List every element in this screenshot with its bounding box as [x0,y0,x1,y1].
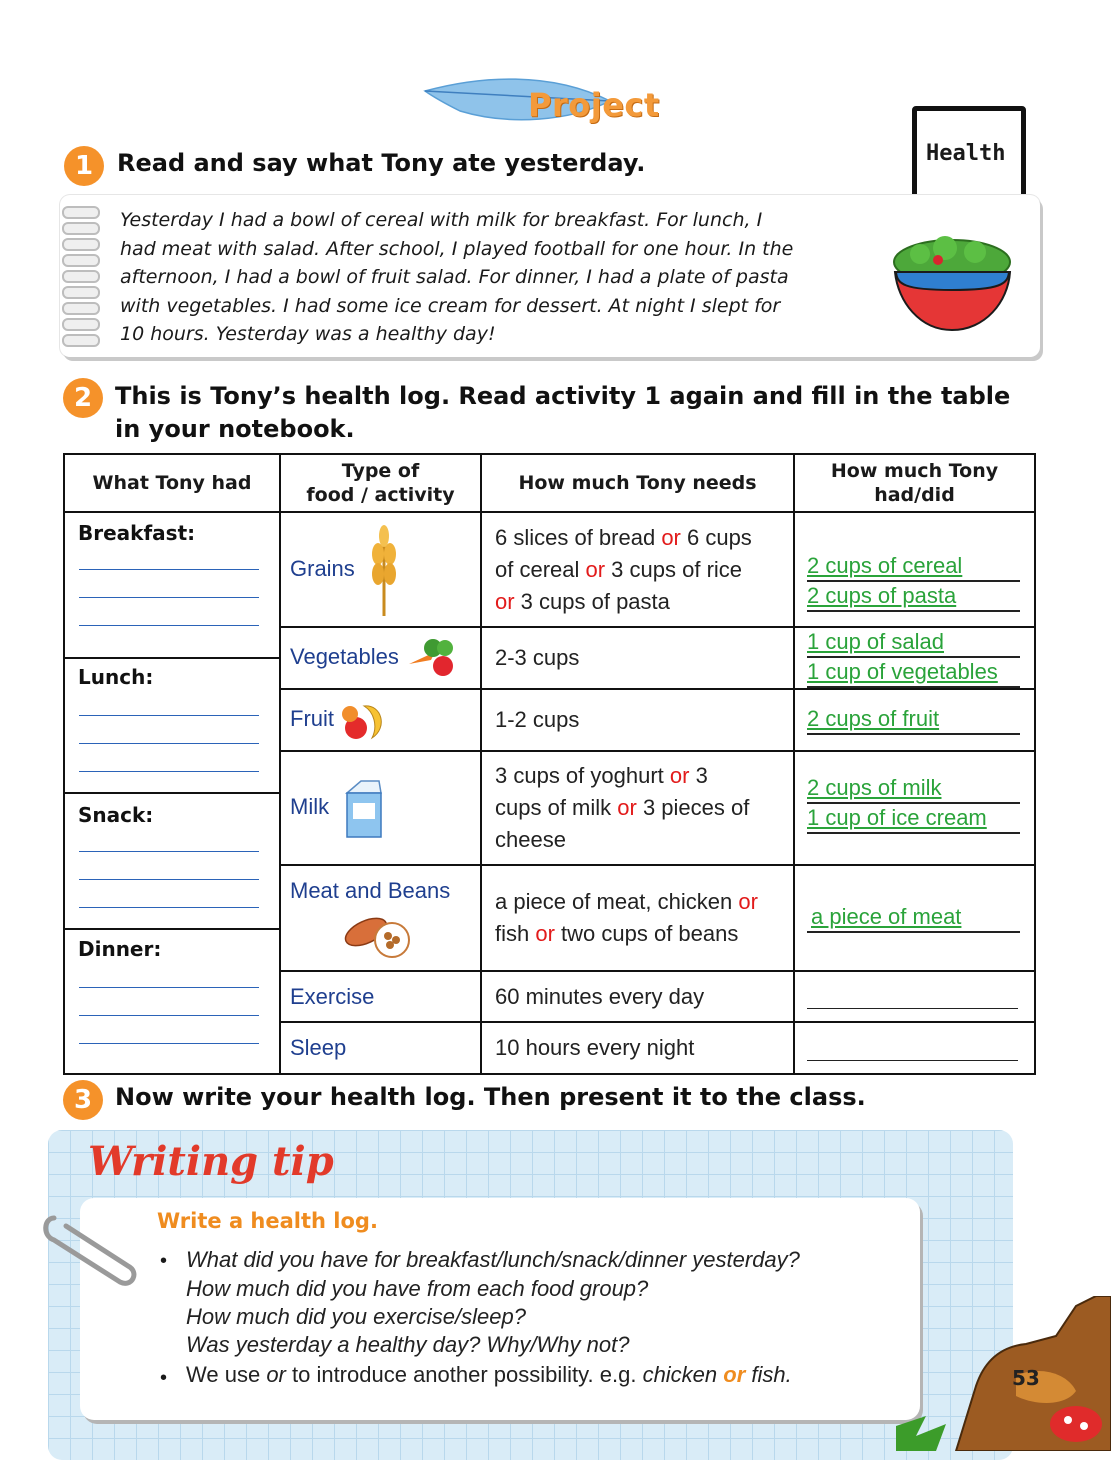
had-grains[interactable]: 2 cups of cereal 2 cups of pasta [794,512,1035,627]
meal-breakfast: Breakfast: [78,521,196,545]
needs-fruit: 1-2 cups [481,689,794,751]
answer-blank-line[interactable] [807,984,1018,1009]
had-meat-and-beans[interactable]: a piece of meat [794,865,1035,971]
category-meat-and-beans: Meat and Beans [280,865,481,971]
needs-grains: 6 slices of bread or 6 cups of cereal or 3 cups of rice or 3 cups of pasta [481,512,794,627]
answer-blank-line[interactable] [807,1036,1018,1061]
writing-tip-subtitle: Write a health log. [157,1209,378,1233]
had-fruit[interactable]: 2 cups of fruit [794,689,1035,751]
activity-3-number: 3 [63,1080,103,1120]
header-had: How much Tony had/did [794,454,1035,512]
reading-line: afternoon, I had a bowl of fruit salad. For dinner, I had a plate of pasta [120,266,789,288]
tip-question: How much did you have from each food group? [186,1276,649,1301]
category-sleep: Sleep [280,1022,481,1074]
activity-2-number: 2 [63,378,103,418]
paperclip-icon [40,1206,140,1288]
vegetables-icon [405,636,455,680]
reading-line: had meat with salad. After school, I played football for one hour. In the [120,237,794,260]
spiral-binding-icon [62,270,100,283]
meal-dinner: Dinner: [78,937,162,961]
header-what: What Tony had [64,454,280,512]
reading-line: Yesterday I had a bowl of cereal with milk for breakfast. For lunch, I [120,209,763,231]
meat-and-beans-icon [342,908,414,960]
writing-tip-title: Writing tip [88,1138,334,1185]
spiral-binding-icon [62,206,100,219]
had-exercise[interactable] [794,971,1035,1022]
activity-2-line: in your notebook. [115,415,355,443]
reading-line: 10 hours. Yesterday was a healthy day! [120,323,496,345]
tip-question: How much did you exercise/sleep? [186,1304,526,1329]
had-milk[interactable]: 2 cups of milk 1 cup of ice cream [794,751,1035,865]
category-fruit: Fruit [280,689,481,751]
meal-blank-line[interactable] [79,597,259,598]
meal-blank-line[interactable] [79,625,259,626]
needs-meat-and-beans: a piece of meat, chicken or fish or two cups of beans [481,865,794,971]
spiral-binding-icon [62,318,100,331]
reading-line: with vegetables. I had some ice cream for dessert. At night I slept for [120,294,781,317]
project-title: Project [528,86,660,124]
page-number: 53 [1012,1366,1040,1390]
meal-blank-line[interactable] [79,851,259,852]
bullet-dot: • [160,1367,168,1389]
meal-lunch: Lunch: [78,665,154,689]
had-vegetables[interactable]: 1 cup of salad 1 cup of vegetables [794,627,1035,689]
meal-blank-line[interactable] [79,715,259,716]
meal-blank-line[interactable] [79,987,259,988]
activity-3-instruction: Now write your health log. Then present it to the class. [115,1083,866,1111]
monitor-label: Health [926,141,1006,166]
health-log-table [63,453,1036,1075]
spiral-binding-icon [62,334,100,347]
fruit-icon [338,698,388,742]
needs-milk: 3 cups of yoghurt or 3 cups of milk or 3 pieces of cheese [481,751,794,865]
tree-stump-icon [896,1296,1111,1451]
wheat-icon [367,524,401,616]
meals-column [64,512,280,1074]
had-sleep[interactable] [794,1022,1035,1074]
spiral-binding-icon [62,238,100,251]
meal-blank-line[interactable] [79,569,259,570]
category-milk: Milk [280,751,481,865]
category-exercise: Exercise [280,971,481,1022]
activity-2-instruction [115,380,1010,446]
bullet-dot: • [160,1250,168,1272]
needs-sleep: 10 hours every night [481,1022,794,1074]
meal-snack: Snack: [78,803,154,827]
salad-bowl-icon [890,232,1020,336]
spiral-binding-icon [62,286,100,299]
milk-carton-icon [341,777,387,839]
tip-question: Was yesterday a healthy day? Why/Why not? [186,1332,630,1357]
activity-2-line: This is Tony’s health log. Read activity 1 again and fill in the table [115,382,1011,410]
header-needs: How much Tony needs [481,454,794,512]
spiral-binding-icon [62,302,100,315]
spiral-binding-icon [62,222,100,235]
header-type: Type of food / activity [280,454,481,512]
tip-note: We use or to introduce another possibility. e.g. chicken or fish. [186,1362,792,1387]
needs-exercise: 60 minutes every day [481,971,794,1022]
meal-blank-line[interactable] [79,907,259,908]
activity-1-instruction: Read and say what Tony ate yesterday. [117,149,646,177]
spiral-binding-icon [62,254,100,267]
meal-blank-line[interactable] [79,1043,259,1044]
meal-blank-line[interactable] [79,743,259,744]
category-vegetables: Vegetables [280,627,481,689]
tip-question: What did you have for breakfast/lunch/snack/dinner yesterday? [186,1247,800,1272]
activity-1-number: 1 [64,146,104,186]
meal-blank-line[interactable] [79,879,259,880]
reading-text [120,206,860,349]
category-grains: Grains [280,512,481,627]
meal-blank-line[interactable] [79,771,259,772]
needs-vegetables: 2-3 cups [481,627,794,689]
meal-blank-line[interactable] [79,1015,259,1016]
